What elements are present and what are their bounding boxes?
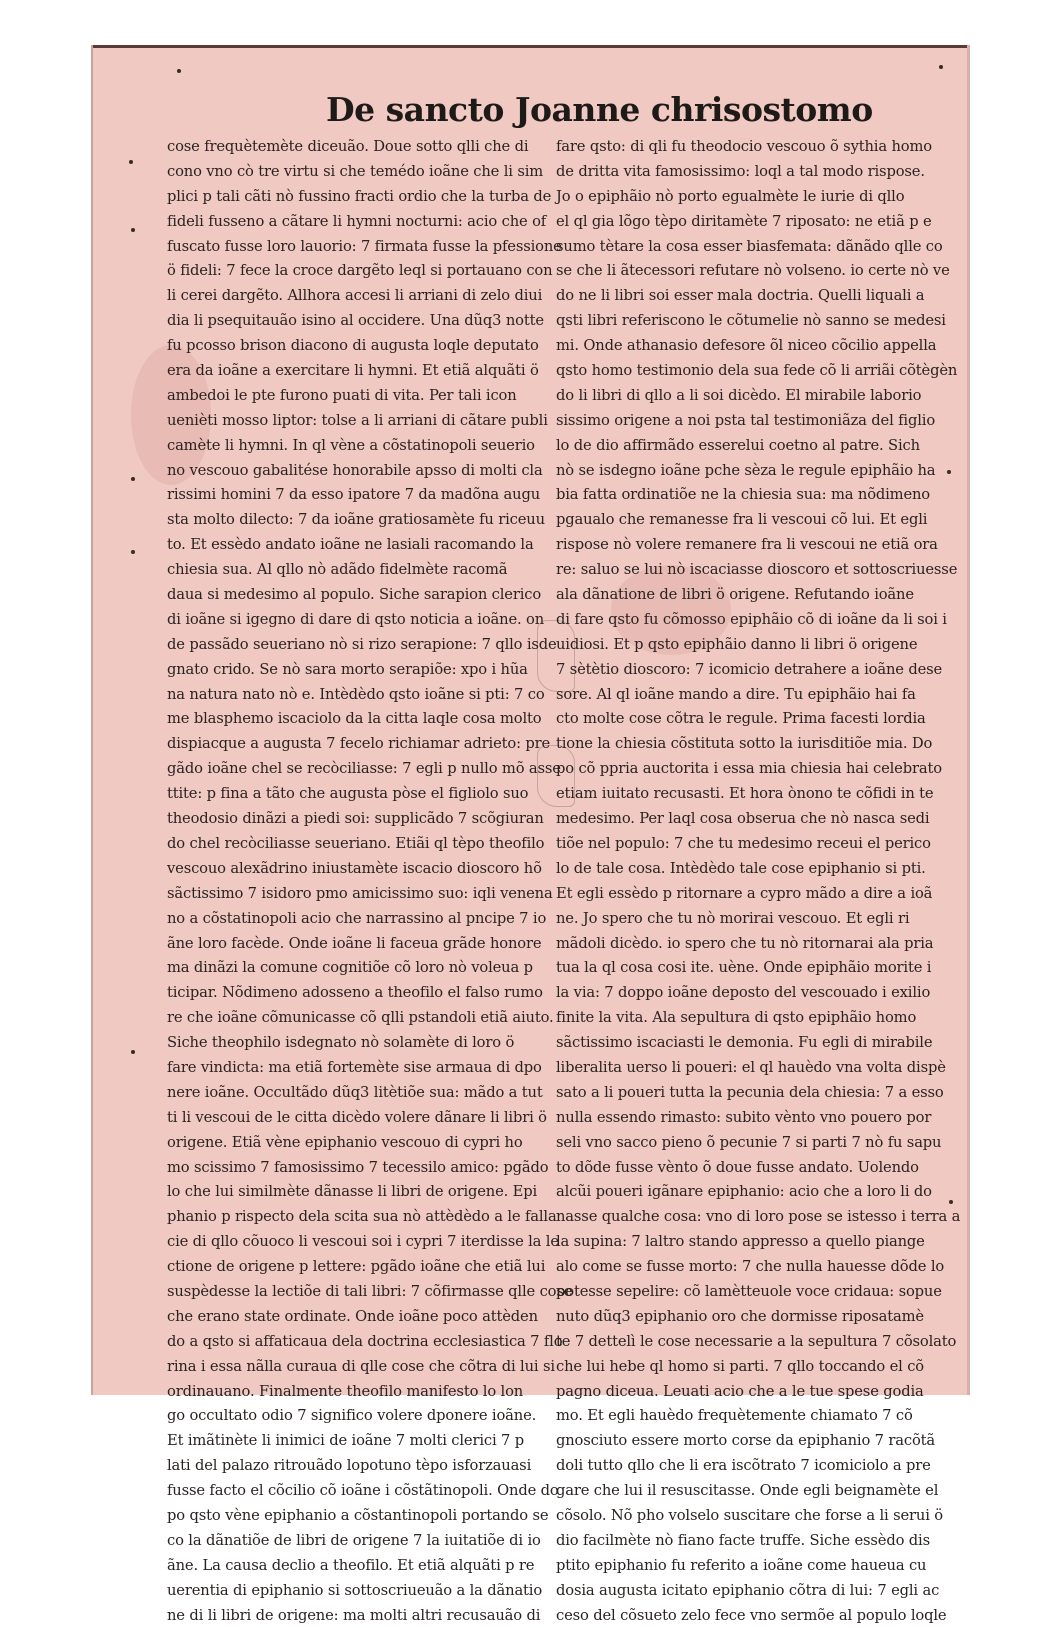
text-line: de dritta vita famosissimo: loql a tal modo rispose.: [556, 162, 925, 180]
text-line: to dõde fusse vènto õ doue fusse andato. Uolendo: [556, 1158, 919, 1176]
text-line: Et imãtinète li inimici de ioãne 7 molti clerici 7 p: [167, 1432, 524, 1450]
text-line: li cerei dargẽto. Allhora accesi li arriani di zelo diui: [167, 287, 543, 305]
text-line: lo de tale cosa. Intèdèdo tale cose epiphanio si pti.: [556, 859, 926, 877]
margin-dot: [131, 477, 135, 481]
text-line: tiõe nel populo: 7 che tu medesimo receui el perico: [556, 834, 931, 852]
text-line: qsti libri referiscono le cõtumelie nò sanno se medesi: [556, 312, 946, 330]
text-line: fuscato fusse loro lauorio: 7 firmata fusse la pfessione: [167, 237, 562, 255]
text-line: ne. Jo spero che tu nò morirai vescouo. Et egli ri: [556, 909, 910, 927]
text-line: vescouo alexãdrino iniustamète iscacio dioscoro hõ: [167, 859, 542, 877]
text-line: nò se isdegno ioãne pche sèza le regule epiphãio ha: [556, 461, 936, 479]
margin-dot: [129, 160, 133, 164]
text-line: cto molte cose cõtra le regule. Prima facesti lordia: [556, 710, 926, 728]
text-line: go occultato odio 7 significo volere dponere ioãne.: [167, 1407, 537, 1425]
text-line: doli tutto qllo che li era iscõtrato 7 icomiciolo a pre: [556, 1457, 931, 1475]
text-line: che lui hebe ql homo si parti. 7 qllo toccando el cõ: [556, 1357, 924, 1375]
text-line: che erano state ordinate. Onde ioãne poco attèden: [167, 1307, 538, 1325]
text-line: ordinauano. Finalmente theofilo manifesto lo lon: [167, 1382, 524, 1400]
text-line: sta molto dilecto: 7 da ioãne gratiosamète fu riceuu: [167, 511, 545, 529]
text-line: no vescouo gabalitése honorabile apsso di molti cla: [167, 461, 543, 479]
text-line: nasse qualche cosa: vno di loro pose se istesso i terra a: [556, 1208, 961, 1226]
text-line: liberalita uerso li poueri: el ql hauèdo vna volta dispè: [556, 1058, 946, 1076]
text-line: el ql gia lõgo tèpo diritamète 7 riposato: ne etiã p e: [556, 212, 932, 230]
text-line: qsto homo testimonio dela sua fede cõ li arriãi cõtègèn: [556, 362, 958, 380]
text-line: origene. Etiã vène epiphanio vescouo di cypri ho: [167, 1133, 523, 1151]
text-line: gare che lui il resuscitasse. Onde egli beignamète el: [556, 1482, 939, 1500]
text-line: uerentia di epiphanio si sottoscriueuão a la dãnatio: [167, 1581, 543, 1599]
text-line: etiam iuitato recusasti. Et hora ònono te cõfidi in te: [556, 785, 934, 803]
text-line: la via: 7 doppo ioãne deposto del vescouado i exilio: [556, 984, 931, 1002]
margin-dot: [131, 228, 135, 232]
margin-dot: [131, 550, 135, 554]
text-line: plici p tali cãti nò fussino fracti ordio che la turba de: [167, 187, 552, 205]
text-line: lo de dio affirmãdo esserelui coetno al patre. Sich: [556, 436, 920, 454]
text-line: ãne loro facède. Onde ioãne li faceua grãde honore: [167, 934, 542, 952]
text-line: 7 sètètio dioscoro: 7 icomicio detrahere a ioãne dese: [556, 660, 943, 678]
text-line: se che li ãtecessori refutare nò volseno. io certe nò ve: [556, 262, 950, 280]
text-line: ptito epiphanio fu referito a ioãne come haueua cu: [556, 1556, 927, 1574]
text-line: phanio p rispecto dela scita sua nò attèdèdo a le falla: [167, 1208, 557, 1226]
text-line: no a cõstatinopoli acio che narrassino al pncipe 7 io: [167, 909, 547, 927]
text-line: do chel recòciliasse seueriano. Etiãi ql tèpo theofilo: [167, 834, 545, 852]
text-line: camète li hymni. In ql vène a cõstatinopoli seuerio: [167, 436, 535, 454]
margin-dot: [939, 65, 943, 69]
text-line: ambedoi le pte furono puati di vita. Per tali icon: [167, 386, 517, 404]
text-line: fu pcosso brison diacono di augusta loqle deputato: [167, 337, 539, 355]
text-line: theodosio dinãzi a piedi soi: supplicãdo 7 scõgiuran: [167, 810, 544, 828]
text-line: tua la ql cosa cosi ite. uène. Onde epiphãio morite i: [556, 959, 932, 977]
text-line: fare vindicta: ma etiã fortemète sise armaua di dpo: [167, 1058, 542, 1076]
text-line: cõsolo. Nõ pho volselo suscitare che forse a li serui ö: [556, 1506, 943, 1524]
text-line: gnosciuto essere morto corse da epiphanio 7 racõtã: [556, 1432, 935, 1450]
text-line: Jo o epiphãio nò porto egualmète le iurie di qllo: [556, 187, 905, 205]
text-line: ticipar. Nõdimeno adosseno a theofilo el falso rumo: [167, 984, 543, 1002]
text-line: pgaualo che remanesse fra li vescoui cõ lui. Et egli: [556, 511, 928, 529]
text-line: uenièti mosso liptor: tolse a li arriani di cãtare publi: [167, 411, 548, 429]
text-line: dia li psequitauão isino al occidere. Una dũq3 notte: [167, 312, 544, 330]
text-line: dispiacque a augusta 7 fecelo richiamar adrieto: pre: [167, 735, 551, 753]
scanned-page: [91, 45, 970, 1624]
text-line: chiesia sua. Al qllo nò adãdo fidelmète racomã: [167, 561, 508, 579]
text-line: lo che lui similmète dãnasse li libri de origene. Epi: [167, 1183, 538, 1201]
text-line: lati del palazo ritrouãdo lopotuno tèpo isforzauasi: [167, 1457, 532, 1475]
text-line: suspèdesse la lectiõe di tali libri: 7 cõfirmasse qlle cose: [167, 1282, 573, 1300]
page-edge-left: [91, 45, 93, 1395]
text-line: de passãdo seueriano nò si rizo serapione: 7 qllo isde: [167, 635, 557, 653]
text-line: ceso del cõsueto zelo fece vno sermõe al populo loqle: [556, 1606, 947, 1624]
text-line: nulla essendo rimasto: subito vènto vno pouero por: [556, 1108, 932, 1126]
text-line: co la dãnatiõe de libri de origene 7 la iuitatiõe di io: [167, 1531, 541, 1549]
text-line: po qsto vène epiphanio a cõstantinopoli portando se: [167, 1506, 549, 1524]
text-line: na natura nato nò e. Intèdèdo qsto ioãne si pti: 7 co: [167, 685, 545, 703]
running-head: De sancto Joanne chrisostomo: [326, 90, 873, 129]
text-line: te 7 dettelì le cose necessarie a la sepultura 7 cõsolato: [556, 1332, 957, 1350]
text-line: sumo tètare la cosa esser biasfemata: dãnãdo qlle co: [556, 237, 943, 255]
text-line: sissimo origene a noi psta tal testimoniãza del figlio: [556, 411, 936, 429]
text-line: uidiosi. Et p qsto epiphãio danno li libri ö origene: [556, 635, 918, 653]
text-line: re che ioãne cõmunicasse cõ qlli pstandoli etiã aiuto.: [167, 1009, 554, 1027]
text-line: gnato crido. Se nò sara morto serapiõe: xpo i hũa: [167, 660, 528, 678]
text-line: ö fideli: 7 fece la croce dargẽto leql si portauano con: [167, 262, 553, 280]
text-line: rissimi homini 7 da esso ipatore 7 da madõna augu: [167, 486, 541, 504]
text-line: do li libri di qllo a li soi dicèdo. El mirabile laborio: [556, 386, 922, 404]
text-line: ãne. La causa declio a theofilo. Et etiã alquãti p re: [167, 1556, 535, 1574]
text-line: ctione de origene p lettere: pgãdo ioãne che etiã lui: [167, 1258, 546, 1276]
text-line: Et egli essèdo p ritornare a cypro mãdo a dire a ioã: [556, 884, 933, 902]
text-line: sato a li poueri tutta la pecunia dela chiesia: 7 a esso: [556, 1083, 944, 1101]
text-line: mo scissimo 7 famosissimo 7 tecessilo amico: pgãdo: [167, 1158, 549, 1176]
text-line: mi. Onde athanasio defesore õl niceo cõcilio appella: [556, 337, 937, 355]
text-line: potesse sepelire: cõ lamètteuole voce cridaua: sopue: [556, 1282, 942, 1300]
text-line: nere ioãne. Occultãdo dũq3 litètiõe sua: mãdo a tut: [167, 1083, 543, 1101]
text-column-left: [167, 135, 573, 1628]
page-edge-top: [91, 45, 970, 48]
text-line: rina i essa nãlla curaua di qlle cose che cõtra di lui si: [167, 1357, 555, 1375]
text-line: dio facilmète nò fiano facte truffe. Siche essèdo dis: [556, 1531, 930, 1549]
text-line: fare qsto: di qli fu theodocio vescouo õ sythia homo: [556, 138, 932, 155]
text-line: cose frequètemète diceuão. Doue sotto qlli che di: [167, 138, 529, 155]
text-line: dosia augusta icitato epiphanio cõtra di lui: 7 egli ac: [556, 1581, 940, 1599]
text-line: cie di qllo cõuoco li vescoui soi i cypri 7 iterdisse la le: [167, 1233, 559, 1251]
text-line: era da ioãne a exercitare li hymni. Et etiã alquãti ö: [167, 362, 539, 380]
text-line: gãdo ioãne chel se recòciliasse: 7 egli p nullo mõ asse: [167, 760, 561, 778]
text-line: fusse facto el cõcilio cõ ioãne i cõstãtinopoli. Onde do: [167, 1482, 559, 1500]
text-line: nuto dũq3 epiphanio oro che dormisse riposatamè: [556, 1307, 924, 1325]
text-line: cono vno cò tre virtu si che temédo ioãne che li sim: [167, 162, 544, 180]
text-line: sãctissimo 7 isidoro pmo amicissimo suo: iqli venena: [167, 884, 553, 902]
text-line: mãdoli dicèdo. io spero che tu nò ritornarai ala pria: [556, 934, 934, 952]
text-line: bia fatta ordinatiõe ne la chiesia sua: ma nõdimeno: [556, 486, 931, 504]
text-line: ala dãnatione de libri ö origene. Refutando ioãne: [556, 586, 914, 604]
text-line: ma dinãzi la comune cognitiõe cõ loro nò voleua p: [167, 959, 533, 977]
text-line: sore. Al ql ioãne mando a dire. Tu epiphãio hai fa: [556, 685, 916, 703]
text-line: ttite: p fina a tãto che augusta pòse el figliolo suo: [167, 785, 529, 803]
text-line: pagno diceua. Leuati acio che a le tue spese godia: [556, 1382, 924, 1400]
text-line: sãctissimo iscaciasti le demonia. Fu egli di mirabile: [556, 1034, 933, 1052]
text-line: do ne li libri soi esser mala doctria. Quelli liquali a: [556, 287, 925, 305]
margin-dot: [177, 69, 181, 73]
text-line: Siche theophilo isdegnato nò solamète di loro ö: [167, 1034, 515, 1052]
text-column-right: [556, 135, 961, 1628]
text-line: ne di li libri de origene: ma molti altri recusauão di: [167, 1606, 541, 1624]
text-line: fideli fusseno a cãtare li hymni nocturni: acio che of: [167, 212, 547, 230]
text-line: ti li vescoui de le citta dicèdo volere dãnare li libri ö: [167, 1108, 547, 1126]
text-line: to. Et essèdo andato ioãne ne lasiali racomando la: [167, 536, 534, 554]
text-line: tione la chiesia cõstituta sotto la iurisditiõe mia. Do: [556, 735, 933, 753]
text-line: rispose nò volere remanere fra li vescoui ne etiã ora: [556, 536, 938, 554]
text-line: alcũi poueri igãnare epiphanio: acio che a loro li do: [556, 1183, 932, 1201]
text-line: me blasphemo iscaciolo da la citta laqle cosa molto: [167, 710, 542, 728]
text-line: re: saluo se lui nò iscaciasse dioscoro et sottoscriuesse: [556, 561, 958, 579]
text-line: daua si medesimo al populo. Siche sarapion clerico: [167, 586, 542, 604]
text-line: mo. Et egli hauèdo frequètemente chiamato 7 cõ: [556, 1407, 913, 1425]
text-line: medesimo. Per laql cosa obserua che nò nasca sedi: [556, 810, 930, 828]
text-line: alo come se fusse morto: 7 che nulla hauesse dõde lo: [556, 1258, 945, 1276]
text-line: seli vno sacco pieno õ pecunie 7 si parti 7 nò fu sapu: [556, 1133, 942, 1151]
page-edge-right: [967, 45, 970, 1395]
text-line: po cõ ppria auctorita i essa mia chiesia hai celebrato: [556, 760, 942, 778]
text-line: la supina: 7 laltro stando appresso a quello piange: [556, 1233, 925, 1251]
margin-dot: [131, 1050, 135, 1054]
text-line: finite la vita. Ala sepultura di qsto epiphãio homo: [556, 1009, 917, 1027]
text-line: di ioãne si igegno di dare di qsto noticia a ioãne. on: [167, 610, 545, 628]
text-line: do a qsto si affaticaua dela doctrina ecclesiastica 7 flo: [167, 1332, 563, 1350]
text-line: di fare qsto fu cõmosso epiphãio cõ di ioãne da li soi i: [556, 610, 947, 628]
